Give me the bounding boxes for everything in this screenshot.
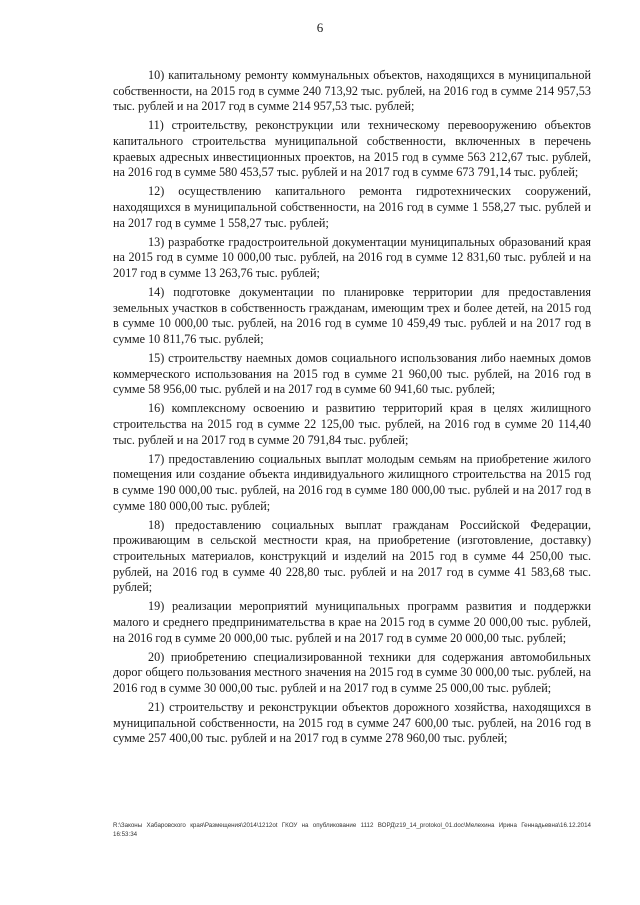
document-body — [113, 68, 591, 750]
paragraph-14: 14) подготовке документации по планировке территории для предоставления земельных участков в собственность гражданам, имеющим трех и более детей, на 2015 год в сумме 10 000,00 тыс. рублей, на 2016 год в сумме 10 459,49 тыс. рублей и на 2017 год в сумме 10 811,76 тыс. рублей; — [113, 285, 591, 346]
file-path-footer: R:\Законы Хабаровского края\Размещения\2014\1212ot ГКОУ на опубликование 1112 ВОРД\z19_14_protokol_01.doc\Мелехина Ирина Геннадьевна\16.12.2014 16:53:34 — [113, 822, 591, 838]
paragraph-19: 19) реализации мероприятий муниципальных программ развития и поддержки малого и среднего предпринимательства в крае на 2015 год в сумме 20 000,00 тыс. рублей, на 2016 год в сумме 20 000,00 тыс. рублей и на 2017 год в сумме 20 000,00 тыс. рублей; — [113, 599, 591, 645]
paragraph-18: 18) предоставлению социальных выплат гражданам Российской Федерации, проживающим в сельской местности края, на приобретение (изготовление, доставку) строительных материалов, конструкций и изделий на 2015 год в сумме 44 250,00 тыс. рублей, на 2016 год в сумме 40 228,80 тыс. рублей и на 2017 год в сумме 41 583,68 тыс. рублей; — [113, 517, 591, 595]
paragraph-16: 16) комплексному освоению и развитию территорий края в целях жилищного строительства на 2015 год в сумме 22 125,00 тыс. рублей, на 2016 год в сумме 20 114,40 тыс. рублей и на 2017 год в сумме 20 791,84 тыс. рублей; — [113, 401, 591, 447]
page-number: 6 — [316, 20, 324, 35]
paragraph-15: 15) строительству наемных домов социального использования либо наемных домов коммерческого использования на 2015 год в сумме 21 960,00 тыс. рублей, на 2016 год в сумме 58 956,00 тыс. рублей и на 2017 год в сумме 60 941,60 тыс. рублей; — [113, 351, 591, 397]
paragraph-12: 12) осуществлению капитального ремонта гидротехнических сооружений, находящихся в муниципальной собственности, на 2016 год в сумме 1 558,27 тыс. рублей и на 2017 год в сумме 1 558,27 тыс. рублей; — [113, 184, 591, 230]
paragraph-21: 21) строительству и реконструкции объектов дорожного хозяйства, находящихся в муниципальной собственности, на 2015 год в сумме 247 600,00 тыс. рублей, на 2016 год в сумме 257 400,00 тыс. рублей и на 2017 год в сумме 278 960,00 тыс. рублей; — [113, 700, 591, 746]
paragraph-11: 11) строительству, реконструкции или техническому перевооружению объектов капитального строительства муниципальной собственности, включенных в перечень краевых адресных инвестиционных проектов, на 2015 год в сумме 563 212,67 тыс. рублей, на 2016 год в сумме 580 453,57 тыс. рублей и на 2017 год в сумме 673 791,14 тыс. рублей; — [113, 118, 591, 180]
paragraph-20: 20) приобретению специализированной техники для содержания автомобильных дорог общего пользования местного значения на 2015 год в сумме 30 000,00 тыс. рублей, на 2016 год в сумме 30 000,00 тыс. рублей и на 2017 год в сумме 25 000,00 тыс. рублей; — [113, 649, 591, 695]
paragraph-13: 13) разработке градостроительной документации муниципальных образований края на 2015 год в сумме 10 000,00 тыс. рублей, на 2016 год в сумме 12 831,60 тыс. рублей и на 2017 год в сумме 13 263,76 тыс. рублей; — [113, 234, 591, 280]
paragraph-10: 10) капитальному ремонту коммунальных объектов, находящихся в муниципальной собственности, на 2015 год в сумме 240 713,92 тыс. рублей, на 2016 год в сумме 214 957,53 тыс. рублей и на 2017 год в сумме 214 957,53 тыс. рублей; — [113, 68, 591, 114]
paragraph-17: 17) предоставлению социальных выплат молодым семьям на приобретение жилого помещения или создание объекта индивидуального жилищного строительства на 2015 год в сумме 190 000,00 тыс. рублей, на 2016 год в сумме 180 000,00 тыс. рублей и на 2017 год в сумме 180 000,00 тыс. рублей; — [113, 451, 591, 513]
